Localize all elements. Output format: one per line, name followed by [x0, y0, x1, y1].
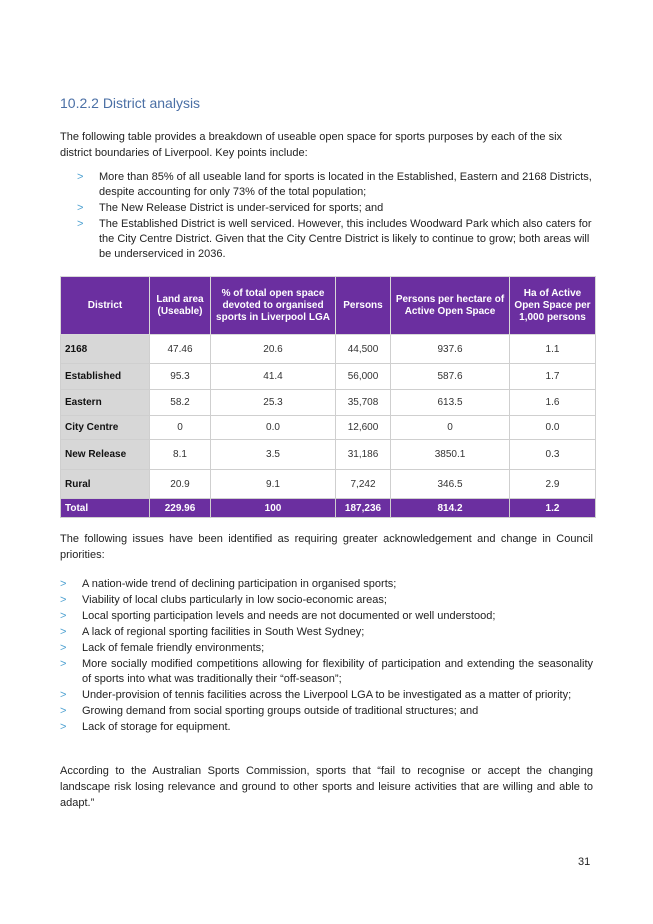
table-cell: 12,600 [336, 416, 391, 440]
issues-list [60, 577, 593, 736]
list-item: > A nation-wide trend of declining participation in organised sports; [60, 578, 397, 590]
table-cell: 41.4 [211, 364, 336, 390]
table-cell: 3.5 [211, 440, 336, 470]
table-header-row [61, 277, 596, 335]
table-cell: 346.5 [391, 470, 510, 499]
list-item: > A lack of regional sporting facilities in South West Sydney; [60, 626, 365, 638]
table-row [61, 416, 596, 440]
district-name: 2168 [61, 335, 150, 364]
page-number: 31 [578, 856, 591, 868]
bullet-arrow-icon: > [77, 202, 84, 214]
table-cell: 58.2 [150, 390, 211, 416]
list-item: > Viability of local clubs particularly in low socio-economic areas; [60, 594, 387, 606]
table-cell: 814.2 [391, 499, 510, 518]
table-cell: 0 [391, 416, 510, 440]
intro-paragraph: The following table provides a breakdown of useable open space for sports purposes by each of the six district boundaries of Liverpool. Key points include: [60, 131, 563, 159]
table-cell: 2.9 [510, 470, 596, 499]
issues-intro-paragraph: The following issues have been identified as requiring greater acknowledgement and change in Council priorities: [60, 533, 593, 561]
table-cell: 0.0 [211, 416, 336, 440]
bullet-arrow-icon: > [60, 594, 67, 606]
district-name: Eastern [61, 390, 150, 416]
table-cell: 937.6 [391, 335, 510, 364]
table-cell: 0.3 [510, 440, 596, 470]
district-name: City Centre [61, 416, 150, 440]
bullet-arrow-icon: > [60, 578, 67, 590]
district-table [60, 276, 596, 518]
list-item: > More than 85% of all useable land for sports is located in the Established, Eastern and 2168 Districts, despite accounting for only 73% of the total population; [77, 171, 592, 198]
bullet-arrow-icon: > [77, 171, 84, 183]
district-name: Established [61, 364, 150, 390]
table-row [61, 470, 596, 499]
bullet-arrow-icon: > [60, 705, 67, 717]
district-name: Rural [61, 470, 150, 499]
table-cell: 35,708 [336, 390, 391, 416]
table-cell: 31,186 [336, 440, 391, 470]
table-cell: 3850.1 [391, 440, 510, 470]
bullet-arrow-icon: > [77, 218, 84, 230]
bullet-arrow-icon: > [60, 626, 67, 638]
table-cell: 1.1 [510, 335, 596, 364]
column-header: Ha of Active Open Space per 1,000 persons [510, 277, 596, 335]
list-item: > The New Release District is under-serviced for sports; and [77, 202, 384, 214]
list-item: > Growing demand from social sporting groups outside of traditional structures; and [60, 705, 479, 717]
list-item: > Lack of storage for equipment. [60, 721, 231, 733]
table-cell: 1.2 [510, 499, 596, 518]
total-label: Total [61, 499, 150, 518]
table-cell: 100 [211, 499, 336, 518]
table-cell: 20.6 [211, 335, 336, 364]
list-item: > More socially modified competitions allowing for flexibility of participation and extending the seasonality of sports into what was traditionally their “off-season”; [60, 658, 593, 685]
table-cell: 187,236 [336, 499, 391, 518]
section-heading: 10.2.2 District analysis [60, 95, 201, 111]
bullet-arrow-icon: > [60, 689, 67, 701]
table-cell: 229.96 [150, 499, 211, 518]
table-cell: 613.5 [391, 390, 510, 416]
table-cell: 0 [150, 416, 211, 440]
table-cell: 9.1 [211, 470, 336, 499]
column-header: Land area (Useable) [150, 277, 211, 335]
list-item: > Lack of female friendly environments; [60, 642, 265, 654]
table-cell: 0.0 [510, 416, 596, 440]
bullet-arrow-icon: > [60, 721, 67, 733]
column-header: % of total open space devoted to organised sports in Liverpool LGA [211, 277, 336, 335]
table-cell: 56,000 [336, 364, 391, 390]
closing-paragraph: According to the Australian Sports Commission, sports that “fail to recognise or accept the changing landscape risk losing relevance and ground to other sports and leisure activities that are willing and able to adapt.” [60, 765, 593, 809]
bullet-arrow-icon: > [60, 610, 67, 622]
table-cell: 1.6 [510, 390, 596, 416]
list-item: > Local sporting participation levels and needs are not documented or well understood; [60, 610, 496, 622]
table-cell: 1.7 [510, 364, 596, 390]
table-cell: 25.3 [211, 390, 336, 416]
table-cell: 47.46 [150, 335, 211, 364]
table-row [61, 335, 596, 364]
key-points-list [60, 170, 593, 263]
column-header: Persons [336, 277, 391, 335]
table-cell: 587.6 [391, 364, 510, 390]
list-item: > Under-provision of tennis facilities across the Liverpool LGA to be investigated as a matter of priority; [60, 689, 572, 701]
table-row [61, 364, 596, 390]
district-name: New Release [61, 440, 150, 470]
table-cell: 95.3 [150, 364, 211, 390]
table-row [61, 440, 596, 470]
bullet-arrow-icon: > [60, 658, 67, 670]
bullet-arrow-icon: > [60, 642, 67, 654]
list-item: > The Established District is well serviced. However, this includes Woodward Park which also caters for the City Centre District. Given that the City Centre District is likely to continue to grow; both areas will be underserviced in 2036. [77, 218, 592, 260]
table-cell: 7,242 [336, 470, 391, 499]
column-header: District [61, 277, 150, 335]
table-total-row [61, 499, 596, 518]
table-cell: 44,500 [336, 335, 391, 364]
table-row [61, 390, 596, 416]
column-header: Persons per hectare of Active Open Space [391, 277, 510, 335]
table-cell: 8.1 [150, 440, 211, 470]
table-cell: 20.9 [150, 470, 211, 499]
